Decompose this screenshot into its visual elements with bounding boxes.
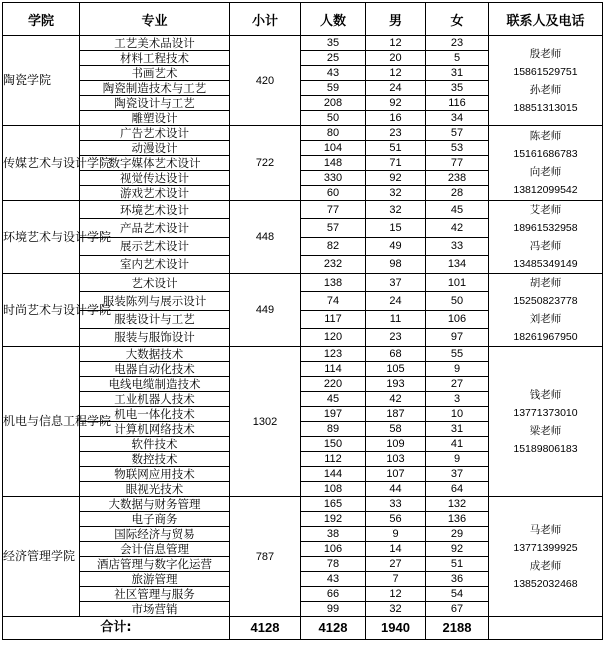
major-name: 游戏艺术设计 <box>80 186 230 201</box>
contact-phone: 15189806183 <box>513 442 578 455</box>
major-female: 9 <box>426 452 489 467</box>
major-male: 92 <box>366 171 426 186</box>
major-count: 148 <box>301 156 366 171</box>
major-name: 工艺美术品设计 <box>80 36 230 51</box>
major-female: 106 <box>426 310 489 328</box>
major-male: 24 <box>366 81 426 96</box>
dept-subtotal: 449 <box>230 274 301 347</box>
dept-contacts <box>489 497 603 617</box>
major-male: 109 <box>366 437 426 452</box>
major-count: 144 <box>301 467 366 482</box>
major-count: 89 <box>301 422 366 437</box>
major-female: 23 <box>426 36 489 51</box>
major-count: 45 <box>301 392 366 407</box>
major-name: 眼视光技术 <box>80 482 230 497</box>
major-count: 108 <box>301 482 366 497</box>
major-count: 82 <box>301 237 366 255</box>
major-count: 43 <box>301 66 366 81</box>
major-male: 23 <box>366 126 426 141</box>
contact-phone: 13771399925 <box>513 541 578 554</box>
total-contact-empty <box>489 617 603 640</box>
major-male: 32 <box>366 602 426 617</box>
major-female: 29 <box>426 527 489 542</box>
major-count: 43 <box>301 572 366 587</box>
major-female: 77 <box>426 156 489 171</box>
major-female: 136 <box>426 512 489 527</box>
major-name: 大数据与财务管理 <box>80 497 230 512</box>
contact-phone: 15861529751 <box>513 65 578 78</box>
major-male: 68 <box>366 347 426 362</box>
major-name: 物联网应用技术 <box>80 467 230 482</box>
major-female: 35 <box>426 81 489 96</box>
major-count: 208 <box>301 96 366 111</box>
major-female: 28 <box>426 186 489 201</box>
contact-name: 成老师 <box>529 559 562 572</box>
major-male: 16 <box>366 111 426 126</box>
major-male: 32 <box>366 201 426 219</box>
major-name: 旅游管理 <box>80 572 230 587</box>
major-female: 45 <box>426 201 489 219</box>
dept-subtotal: 420 <box>230 36 301 126</box>
major-count: 66 <box>301 587 366 602</box>
header-contact: 联系人及电话 <box>489 3 603 36</box>
major-count: 57 <box>301 219 366 237</box>
major-count: 117 <box>301 310 366 328</box>
major-male: 42 <box>366 392 426 407</box>
dept-name: 机电与信息工程学院 <box>3 347 80 497</box>
dept-subtotal: 448 <box>230 201 301 274</box>
contact-name: 刘老师 <box>529 313 562 325</box>
major-count: 112 <box>301 452 366 467</box>
major-male: 7 <box>366 572 426 587</box>
major-count: 35 <box>301 36 366 51</box>
contact-name: 梁老师 <box>529 424 562 437</box>
major-female: 55 <box>426 347 489 362</box>
contact-name: 冯老师 <box>529 240 562 252</box>
major-female: 101 <box>426 274 489 292</box>
major-count: 77 <box>301 201 366 219</box>
dept-subtotal: 787 <box>230 497 301 617</box>
major-male: 58 <box>366 422 426 437</box>
major-name: 电线电缆制造技术 <box>80 377 230 392</box>
major-count: 150 <box>301 437 366 452</box>
table-row <box>3 126 603 141</box>
major-male: 27 <box>366 557 426 572</box>
contact-name: 马老师 <box>529 523 562 536</box>
major-name: 雕塑设计 <box>80 111 230 126</box>
major-name: 服装与服饰设计 <box>80 328 230 346</box>
major-name: 数字媒体艺术设计 <box>80 156 230 171</box>
major-name: 视觉传达设计 <box>80 171 230 186</box>
major-name: 环境艺术设计 <box>80 201 230 219</box>
major-name: 电子商务 <box>80 512 230 527</box>
major-name: 社区管理与服务 <box>80 587 230 602</box>
table-row <box>3 347 603 362</box>
contact-name: 孙老师 <box>529 83 562 96</box>
major-female: 97 <box>426 328 489 346</box>
major-name: 陶瓷制造技术与工艺 <box>80 81 230 96</box>
major-female: 53 <box>426 141 489 156</box>
major-male: 37 <box>366 274 426 292</box>
major-name: 广告艺术设计 <box>80 126 230 141</box>
major-female: 50 <box>426 292 489 310</box>
dept-name: 陶瓷学院 <box>3 36 80 126</box>
major-male: 107 <box>366 467 426 482</box>
dept-subtotal: 1302 <box>230 347 301 497</box>
major-count: 25 <box>301 51 366 66</box>
major-female: 238 <box>426 171 489 186</box>
major-female: 116 <box>426 96 489 111</box>
major-female: 42 <box>426 219 489 237</box>
contact-phone: 13771373010 <box>513 406 578 419</box>
major-male: 12 <box>366 36 426 51</box>
major-count: 50 <box>301 111 366 126</box>
major-male: 32 <box>366 186 426 201</box>
major-female: 9 <box>426 362 489 377</box>
major-male: 71 <box>366 156 426 171</box>
major-female: 37 <box>426 467 489 482</box>
major-male: 103 <box>366 452 426 467</box>
contact-phone: 18851313015 <box>513 101 578 114</box>
dept-name: 环境艺术与设计学院 <box>3 201 80 274</box>
major-count: 114 <box>301 362 366 377</box>
contact-phone: 15250823778 <box>513 295 578 307</box>
major-count: 78 <box>301 557 366 572</box>
total-male: 1940 <box>366 617 426 640</box>
major-female: 34 <box>426 111 489 126</box>
major-count: 38 <box>301 527 366 542</box>
contact-name: 向老师 <box>529 166 562 178</box>
major-female: 54 <box>426 587 489 602</box>
major-count: 99 <box>301 602 366 617</box>
major-male: 11 <box>366 310 426 328</box>
major-male: 23 <box>366 328 426 346</box>
contact-phone: 13812099542 <box>513 184 578 196</box>
major-name: 酒店管理与数字化运营 <box>80 557 230 572</box>
major-count: 106 <box>301 542 366 557</box>
major-female: 31 <box>426 422 489 437</box>
major-name: 工业机器人技术 <box>80 392 230 407</box>
major-male: 105 <box>366 362 426 377</box>
major-male: 9 <box>366 527 426 542</box>
major-count: 120 <box>301 328 366 346</box>
contact-name: 艾老师 <box>529 204 562 216</box>
total-subtotal: 4128 <box>230 617 301 640</box>
major-name: 市场营销 <box>80 602 230 617</box>
major-count: 165 <box>301 497 366 512</box>
major-male: 49 <box>366 237 426 255</box>
major-count: 80 <box>301 126 366 141</box>
major-name: 数控技术 <box>80 452 230 467</box>
major-name: 计算机网络技术 <box>80 422 230 437</box>
major-male: 98 <box>366 255 426 273</box>
major-name: 室内艺术设计 <box>80 255 230 273</box>
major-female: 51 <box>426 557 489 572</box>
dept-name: 时尚艺术与设计学院 <box>3 274 80 347</box>
major-female: 36 <box>426 572 489 587</box>
major-name: 产品艺术设计 <box>80 219 230 237</box>
table-row <box>3 36 603 51</box>
total-count: 4128 <box>301 617 366 640</box>
contact-phone: 18261967950 <box>513 331 578 343</box>
major-female: 33 <box>426 237 489 255</box>
major-female: 92 <box>426 542 489 557</box>
header-row <box>3 3 603 36</box>
major-female: 132 <box>426 497 489 512</box>
major-name: 软件技术 <box>80 437 230 452</box>
dept-contacts <box>489 126 603 201</box>
major-name: 电器自动化技术 <box>80 362 230 377</box>
dept-subtotal: 722 <box>230 126 301 201</box>
major-female: 64 <box>426 482 489 497</box>
major-male: 14 <box>366 542 426 557</box>
major-name: 材料工程技术 <box>80 51 230 66</box>
major-male: 12 <box>366 587 426 602</box>
major-male: 33 <box>366 497 426 512</box>
header-count: 人数 <box>301 3 366 36</box>
dept-contacts <box>489 201 603 274</box>
header-female: 女 <box>426 3 489 36</box>
contact-phone: 15161686783 <box>513 148 578 160</box>
major-female: 5 <box>426 51 489 66</box>
header-subtotal: 小计 <box>230 3 301 36</box>
major-count: 104 <box>301 141 366 156</box>
major-name: 大数据技术 <box>80 347 230 362</box>
major-female: 57 <box>426 126 489 141</box>
major-female: 67 <box>426 602 489 617</box>
header-major: 专业 <box>80 3 230 36</box>
major-male: 20 <box>366 51 426 66</box>
table-row <box>3 274 603 292</box>
dept-contacts <box>489 347 603 497</box>
table-body <box>3 36 603 617</box>
major-male: 193 <box>366 377 426 392</box>
major-female: 41 <box>426 437 489 452</box>
major-name: 艺术设计 <box>80 274 230 292</box>
major-female: 3 <box>426 392 489 407</box>
major-male: 56 <box>366 512 426 527</box>
major-female: 10 <box>426 407 489 422</box>
major-name: 机电一体化技术 <box>80 407 230 422</box>
major-count: 220 <box>301 377 366 392</box>
major-female: 134 <box>426 255 489 273</box>
major-name: 陶瓷设计与工艺 <box>80 96 230 111</box>
major-male: 12 <box>366 66 426 81</box>
contact-name: 钱老师 <box>529 388 562 401</box>
major-count: 138 <box>301 274 366 292</box>
major-count: 192 <box>301 512 366 527</box>
major-male: 187 <box>366 407 426 422</box>
total-row <box>3 617 603 640</box>
major-name: 服装陈列与展示设计 <box>80 292 230 310</box>
header-male: 男 <box>366 3 426 36</box>
major-male: 44 <box>366 482 426 497</box>
dept-name: 传媒艺术与设计学院 <box>3 126 80 201</box>
contact-name: 殷老师 <box>529 47 562 60</box>
major-name: 服装设计与工艺 <box>80 310 230 328</box>
major-name: 国际经济与贸易 <box>80 527 230 542</box>
contact-phone: 18961532958 <box>513 222 578 234</box>
contact-name: 胡老师 <box>529 277 562 289</box>
contact-phone: 13485349149 <box>513 258 578 270</box>
total-label: 合计: <box>3 617 230 640</box>
major-female: 27 <box>426 377 489 392</box>
dept-contacts <box>489 274 603 347</box>
major-male: 15 <box>366 219 426 237</box>
major-name: 展示艺术设计 <box>80 237 230 255</box>
table-row <box>3 497 603 512</box>
major-male: 51 <box>366 141 426 156</box>
major-male: 24 <box>366 292 426 310</box>
header-dept: 学院 <box>3 3 80 36</box>
major-count: 123 <box>301 347 366 362</box>
major-count: 197 <box>301 407 366 422</box>
total-female: 2188 <box>426 617 489 640</box>
major-count: 60 <box>301 186 366 201</box>
major-count: 74 <box>301 292 366 310</box>
table-row <box>3 201 603 219</box>
enrollment-table <box>2 2 603 640</box>
major-name: 动漫设计 <box>80 141 230 156</box>
major-count: 232 <box>301 255 366 273</box>
dept-name: 经济管理学院 <box>3 497 80 617</box>
contact-name: 陈老师 <box>529 130 562 142</box>
major-count: 330 <box>301 171 366 186</box>
major-female: 31 <box>426 66 489 81</box>
major-name: 书画艺术 <box>80 66 230 81</box>
major-name: 会计信息管理 <box>80 542 230 557</box>
major-male: 92 <box>366 96 426 111</box>
dept-contacts <box>489 36 603 126</box>
major-count: 59 <box>301 81 366 96</box>
contact-phone: 13852032468 <box>513 577 578 590</box>
